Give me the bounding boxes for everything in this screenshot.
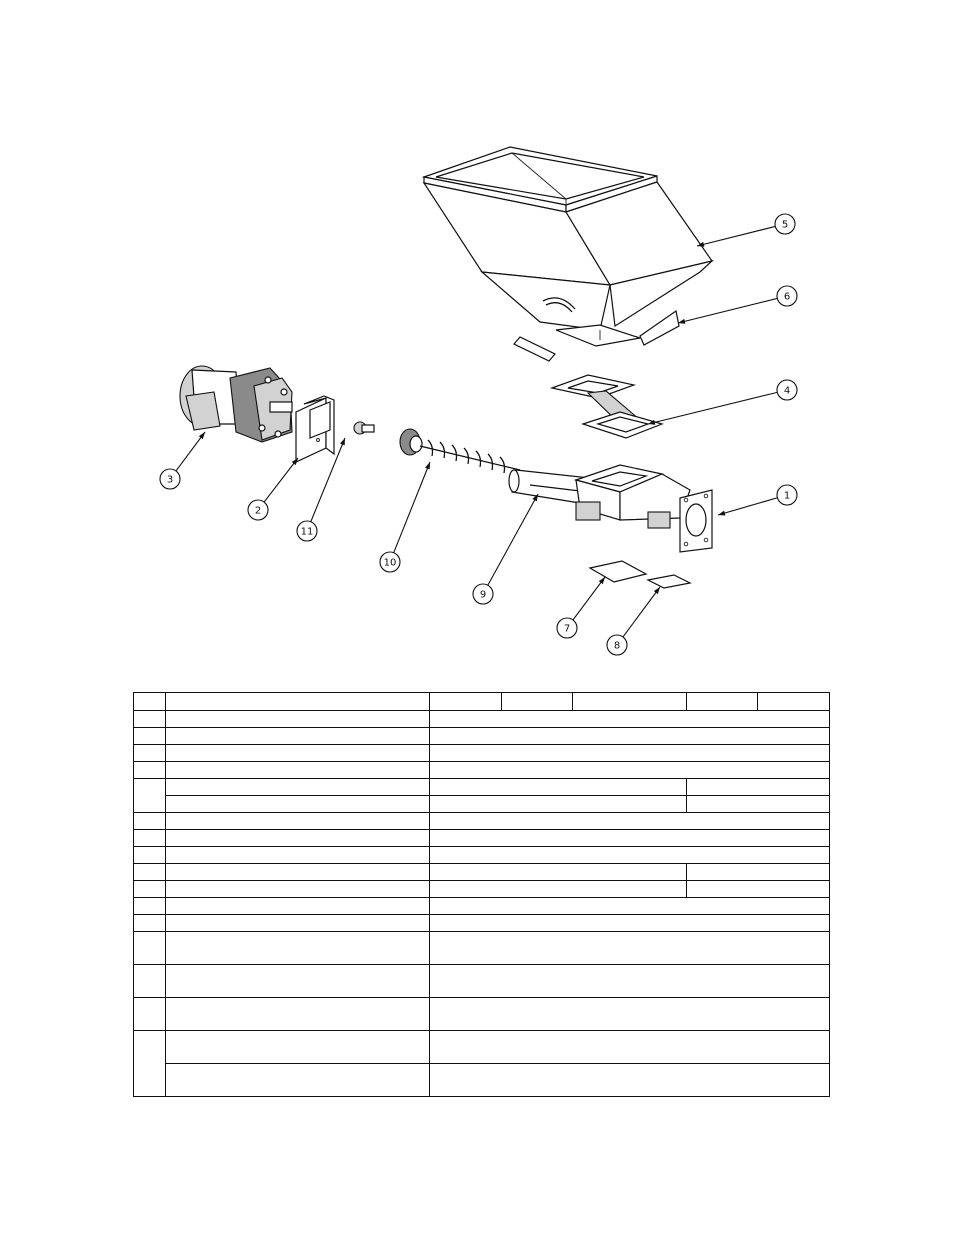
- table-cell: [134, 830, 166, 847]
- table-cell: [166, 711, 430, 728]
- table-cell: [134, 932, 166, 965]
- table-row: [134, 932, 830, 965]
- table-cell: [134, 728, 166, 745]
- table-cell: [166, 813, 430, 830]
- table-cell: [134, 779, 166, 813]
- table-cell: [166, 847, 430, 864]
- table-cell: [430, 813, 830, 830]
- table-row: [134, 1064, 830, 1097]
- callout-number: 6: [783, 291, 791, 303]
- table-row: [134, 745, 830, 762]
- table-cell: [430, 762, 830, 779]
- table-cell: [134, 745, 166, 762]
- table-cell: [134, 965, 166, 998]
- parts-list-table: [133, 692, 830, 1097]
- table-cell: [166, 932, 430, 965]
- table-row: [134, 915, 830, 932]
- table-cell: [166, 1064, 430, 1097]
- table-cell: [166, 965, 430, 998]
- callout-number: 1: [783, 490, 791, 502]
- table-row: [134, 898, 830, 915]
- table-cell: [166, 998, 430, 1031]
- table-cell: [430, 998, 830, 1031]
- table-row: [134, 762, 830, 779]
- table-row: [134, 830, 830, 847]
- table-cell: [166, 915, 430, 932]
- table-cell: [166, 762, 430, 779]
- table-cell: [134, 847, 166, 864]
- table-cell: [166, 779, 430, 796]
- table-cell: [430, 779, 687, 796]
- table-cell: [687, 864, 830, 881]
- table-cell: [166, 881, 430, 898]
- table-cell: [430, 1031, 830, 1064]
- callout-number: 7: [563, 623, 571, 635]
- table-cell: [687, 881, 830, 898]
- table-cell: [166, 693, 430, 711]
- table-row: [134, 864, 830, 881]
- table-cell: [134, 762, 166, 779]
- table-cell: [687, 796, 830, 813]
- table-cell: [134, 915, 166, 932]
- table-cell: [134, 864, 166, 881]
- table-cell: [166, 728, 430, 745]
- table-cell: [687, 693, 758, 711]
- table-cell: [166, 830, 430, 847]
- callout-number: 3: [166, 474, 174, 486]
- table-cell: [134, 998, 166, 1031]
- table-row: [134, 711, 830, 728]
- table-cell: [134, 881, 166, 898]
- table-row: [134, 779, 830, 796]
- callout-number: 2: [254, 505, 262, 517]
- table-cell: [430, 915, 830, 932]
- table-cell: [430, 881, 687, 898]
- table-cell: [502, 693, 573, 711]
- callout-number: 5: [781, 219, 789, 231]
- table-cell: [430, 796, 687, 813]
- table-cell: [166, 745, 430, 762]
- exploded-assembly-drawing: [140, 140, 822, 666]
- table-cell: [430, 932, 830, 965]
- callout-number: 11: [300, 526, 314, 538]
- table-cell: [134, 693, 166, 711]
- table-row: [134, 796, 830, 813]
- table-cell: [166, 796, 430, 813]
- table-cell: [758, 693, 830, 711]
- table-cell: [430, 830, 830, 847]
- table-cell: [134, 898, 166, 915]
- table-row: [134, 1031, 830, 1064]
- table-cell: [134, 813, 166, 830]
- table-cell: [134, 711, 166, 728]
- table-row: [134, 965, 830, 998]
- callout-number: 10: [383, 557, 397, 569]
- table-cell: [134, 1031, 166, 1097]
- table-row: [134, 728, 830, 745]
- table-cell: [430, 1064, 830, 1097]
- table-cell: [573, 693, 687, 711]
- table-cell: [430, 711, 830, 728]
- table-cell: [430, 898, 830, 915]
- table-row: [134, 693, 830, 711]
- table-row: [134, 881, 830, 898]
- table-cell: [430, 847, 830, 864]
- table-cell: [687, 779, 830, 796]
- table-cell: [430, 693, 502, 711]
- callout-number: 4: [783, 385, 791, 397]
- table-cell: [166, 898, 430, 915]
- table-cell: [430, 864, 687, 881]
- table-row: [134, 813, 830, 830]
- table-cell: [430, 728, 830, 745]
- table-row: [134, 998, 830, 1031]
- table-cell: [166, 1031, 430, 1064]
- table-cell: [430, 965, 830, 998]
- table-cell: [430, 745, 830, 762]
- callout-number: 8: [613, 640, 621, 652]
- table-cell: [166, 864, 430, 881]
- table-row: [134, 847, 830, 864]
- callout-number: 9: [479, 589, 487, 601]
